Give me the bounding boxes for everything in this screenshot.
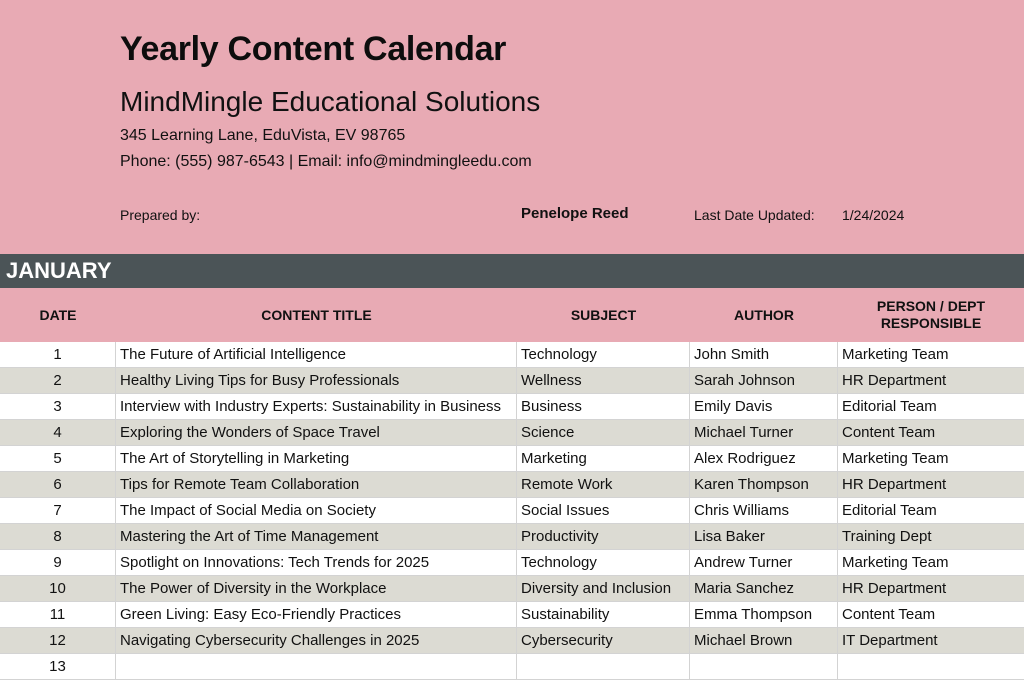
- cell-subject[interactable]: [517, 654, 690, 680]
- cell-author[interactable]: [690, 654, 838, 680]
- column-header-responsible-line1: PERSON / DEPT: [876, 298, 986, 314]
- table-row: [0, 420, 1024, 446]
- cell-subject[interactable]: Productivity: [517, 524, 690, 550]
- cell-subject[interactable]: Cybersecurity: [517, 628, 690, 654]
- cell-responsible[interactable]: IT Department: [842, 632, 938, 649]
- table-row: [0, 550, 1024, 576]
- cell-content-title[interactable]: [116, 654, 517, 680]
- cell-date[interactable]: 7: [0, 498, 116, 524]
- cell-content-title[interactable]: The Future of Artificial Intelligence: [116, 342, 517, 368]
- cell-responsible[interactable]: HR Department: [842, 476, 947, 493]
- cell-author[interactable]: Emily Davis: [690, 394, 838, 420]
- cell-subject[interactable]: Social Issues: [517, 498, 690, 524]
- cell-date[interactable]: 4: [0, 420, 116, 446]
- cell-content-title[interactable]: Tips for Remote Team Collaboration: [116, 472, 517, 498]
- table-row: [0, 342, 1024, 368]
- table-row: [0, 394, 1024, 420]
- cell-content-title[interactable]: Interview with Industry Experts: Sustainability in Business: [116, 394, 517, 420]
- cell-date[interactable]: 12: [0, 628, 116, 654]
- table-row: [0, 498, 1024, 524]
- cell-date[interactable]: 1: [0, 342, 116, 368]
- calendar-header: [0, 0, 1024, 254]
- column-header-responsible: [838, 288, 1024, 342]
- cell-responsible[interactable]: HR Department: [842, 580, 947, 597]
- cell-responsible[interactable]: [838, 654, 1024, 680]
- cell-content-title[interactable]: The Art of Storytelling in Marketing: [116, 446, 517, 472]
- cell-subject[interactable]: Remote Work: [517, 472, 690, 498]
- cell-author[interactable]: Michael Brown: [690, 628, 838, 654]
- cell-date[interactable]: 9: [0, 550, 116, 576]
- cell-responsible[interactable]: Marketing Team: [842, 346, 949, 363]
- table-row: [0, 446, 1024, 472]
- cell-author[interactable]: Alex Rodriguez: [690, 446, 838, 472]
- cell-responsible[interactable]: Content Team: [842, 424, 936, 441]
- cell-responsible[interactable]: HR Department: [842, 372, 947, 389]
- cell-content-title[interactable]: The Impact of Social Media on Society: [116, 498, 517, 524]
- cell-responsible[interactable]: Marketing Team: [842, 450, 949, 467]
- table-row: [0, 524, 1024, 550]
- cell-content-title[interactable]: Exploring the Wonders of Space Travel: [116, 420, 517, 446]
- month-bar: [0, 254, 1024, 288]
- cell-content-title[interactable]: The Power of Diversity in the Workplace: [116, 576, 517, 602]
- cell-subject[interactable]: Wellness: [517, 368, 690, 394]
- cell-subject[interactable]: Science: [517, 420, 690, 446]
- company-contact: Phone: (555) 987-6543 | Email: info@mindmingleedu.com: [120, 153, 532, 170]
- prepared-by-label: Prepared by:: [120, 207, 201, 223]
- prepared-by-name[interactable]: Penelope Reed: [521, 205, 629, 222]
- cell-responsible[interactable]: Marketing Team: [842, 554, 949, 571]
- company-address: 345 Learning Lane, EduVista, EV 98765: [120, 127, 406, 144]
- column-header-subject: SUBJECT: [570, 306, 637, 323]
- cell-date[interactable]: 5: [0, 446, 116, 472]
- company-name: MindMingle Educational Solutions: [120, 86, 541, 117]
- cell-author[interactable]: Maria Sanchez: [690, 576, 838, 602]
- cell-content-title[interactable]: Navigating Cybersecurity Challenges in 2025: [116, 628, 517, 654]
- last-updated-label: Last Date Updated:: [694, 207, 815, 223]
- table-row: [0, 576, 1024, 602]
- cell-responsible[interactable]: Editorial Team: [842, 398, 937, 415]
- cell-subject[interactable]: Business: [517, 394, 690, 420]
- cell-responsible[interactable]: Training Dept: [842, 528, 932, 545]
- cell-author[interactable]: Andrew Turner: [690, 550, 838, 576]
- cell-date[interactable]: 11: [0, 602, 116, 628]
- cell-subject[interactable]: Marketing: [517, 446, 690, 472]
- cell-date[interactable]: 3: [0, 394, 116, 420]
- cell-subject[interactable]: Sustainability: [517, 602, 690, 628]
- cell-subject[interactable]: Technology: [517, 342, 690, 368]
- cell-subject[interactable]: Technology: [517, 550, 690, 576]
- table-row: [0, 602, 1024, 628]
- month-label: JANUARY: [6, 258, 112, 283]
- cell-content-title[interactable]: Green Living: Easy Eco-Friendly Practices: [116, 602, 517, 628]
- cell-author[interactable]: Sarah Johnson: [690, 368, 838, 394]
- cell-content-title[interactable]: Healthy Living Tips for Busy Professionals: [116, 368, 517, 394]
- cell-date[interactable]: 13: [0, 654, 116, 680]
- cell-responsible[interactable]: Editorial Team: [842, 502, 937, 519]
- cell-date[interactable]: 10: [0, 576, 116, 602]
- table-row: [0, 368, 1024, 394]
- column-header-date: DATE: [39, 306, 77, 323]
- table-row: [0, 472, 1024, 498]
- cell-content-title[interactable]: Spotlight on Innovations: Tech Trends for 2025: [116, 550, 517, 576]
- last-updated-value[interactable]: 1/24/2024: [842, 207, 905, 223]
- column-header-title: CONTENT TITLE: [261, 306, 372, 323]
- page-title: Yearly Content Calendar: [120, 30, 507, 68]
- cell-date[interactable]: 8: [0, 524, 116, 550]
- column-header-responsible-line2: RESPONSIBLE: [880, 315, 982, 331]
- cell-date[interactable]: 2: [0, 368, 116, 394]
- cell-author[interactable]: John Smith: [690, 342, 838, 368]
- cell-author[interactable]: Michael Turner: [690, 420, 838, 446]
- cell-responsible[interactable]: Content Team: [842, 606, 936, 623]
- cell-content-title[interactable]: Mastering the Art of Time Management: [116, 524, 517, 550]
- column-header-row: [0, 288, 1024, 342]
- cell-author[interactable]: Chris Williams: [690, 498, 838, 524]
- table-row: [0, 654, 1024, 680]
- cell-author[interactable]: Karen Thompson: [690, 472, 838, 498]
- cell-subject[interactable]: Diversity and Inclusion: [517, 576, 690, 602]
- cell-author[interactable]: Lisa Baker: [690, 524, 838, 550]
- column-header-author: AUTHOR: [734, 306, 794, 323]
- table-row: [0, 628, 1024, 654]
- cell-date[interactable]: 6: [0, 472, 116, 498]
- cell-author[interactable]: Emma Thompson: [690, 602, 838, 628]
- calendar-table-body: [0, 342, 1024, 680]
